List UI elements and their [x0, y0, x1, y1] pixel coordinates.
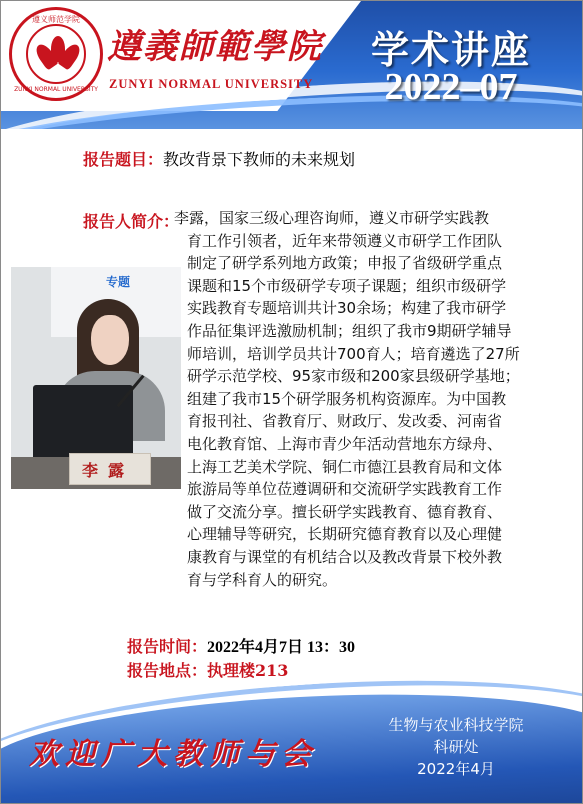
bio-line: 制定了研学系列地方政策；申报了省级研学重点 — [187, 254, 503, 273]
name-card-text: 李露 — [82, 461, 135, 480]
topic-label: 报告题目： — [83, 150, 164, 169]
university-name-calligraphy: 遵義師範學院 — [107, 27, 323, 67]
bio-line: 实践教育专题培训共计30余场；构建了我市研学 — [187, 299, 507, 318]
speaker-photo — [11, 267, 181, 489]
bio-line: 心理辅导等研究，长期研究德育教育以及心理健 — [187, 525, 503, 544]
organizer-block — [371, 714, 541, 780]
seal-bottom-text: ZUNYI NORMAL UNIVERSITY — [14, 86, 98, 93]
bio-line: 做了交流分享。擅长研学实践教育、德育教育、 — [187, 502, 503, 521]
organizer-department: 科研处 — [433, 738, 479, 756]
place-label: 报告地点： — [127, 661, 208, 680]
poster-title: 学术讲座 — [370, 27, 531, 72]
place-row — [127, 658, 288, 681]
topic-row — [83, 147, 355, 170]
time-label: 报告时间： — [127, 637, 208, 656]
organizer-date: 2022年4月 — [417, 760, 495, 778]
bio-line: 李露，国家三级心理咨询师，遵义市研学实践教 — [174, 209, 490, 227]
bio-line: 组建了我市15个研学服务机构资源库。为中国教 — [187, 389, 507, 408]
bio-line: 作品征集评选激励机制；组织了我市9期研学辅导 — [187, 322, 512, 340]
topic-value: 教改背景下教师的未来规划 — [163, 150, 356, 169]
photo-speaker-face — [91, 315, 129, 365]
bio-line: 旅游局等单位莅遵调研和交流研学实践教育工作 — [187, 480, 503, 499]
welcome-slogan: 欢迎广大教师与会 — [29, 737, 317, 772]
bio-label: 报告人简介： — [83, 212, 180, 231]
header-banner — [1, 1, 582, 129]
photo-name-card — [69, 453, 151, 485]
photo-screen-text: 专题 — [106, 275, 131, 289]
time-row — [127, 634, 355, 657]
bio-line: 育工作引领者，近年来带领遵义市研学工作团队 — [187, 231, 503, 250]
university-seal-logo — [9, 7, 103, 101]
organizer-college: 生物与农业科技学院 — [388, 716, 524, 734]
bio-line: 康教育与课堂的有机结合以及教改背景下校外教 — [187, 548, 503, 566]
seal-top-text: 遵义师范学院 — [32, 15, 80, 24]
poster-date-code: 2022–07 — [384, 66, 518, 108]
photo-laptop — [33, 385, 133, 461]
university-name-english: ZUNYI NORMAL UNIVERSITY — [109, 77, 314, 91]
bio-line: 研学示范学校、95家市级和200家县级研学基地； — [187, 367, 520, 386]
bio-line: 育与学科育人的研究。 — [187, 570, 338, 589]
bio-line: 电化教育馆、上海市青少年活动营地东方绿舟、 — [187, 435, 503, 453]
bio-line: 上海工艺美术学院、铜仁市德江县教育局和文体 — [187, 457, 503, 476]
place-value: 执理楼213 — [207, 661, 289, 680]
bio-line: 师培训，培训学员共计700育人；培育遴选了27所 — [187, 344, 520, 363]
bio-line: 课题和15个市级研学专项子课题；组织市级研学 — [187, 276, 507, 295]
time-value: 2022年4月7日 13：30 — [207, 639, 356, 656]
bio-line: 育报刊社、省教育厅、财政厅、发改委、河南省 — [187, 412, 503, 431]
